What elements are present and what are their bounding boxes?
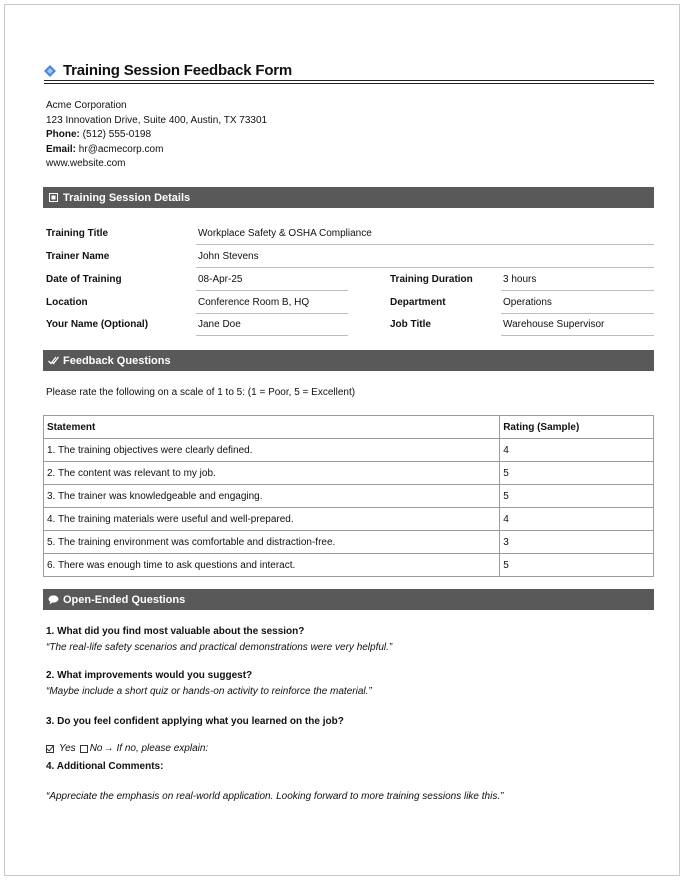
- duration-field[interactable]: 3 hours: [501, 274, 654, 291]
- title-row: [44, 62, 292, 79]
- company-website: www.website.com: [46, 158, 126, 170]
- rating-instructions: Please rate the following on a scale of 1 to 5: (1 = Poor, 5 = Excellent): [46, 387, 356, 398]
- rating-table: [43, 415, 654, 577]
- rating-cell[interactable]: 5: [500, 554, 654, 577]
- diamond-icon: [44, 65, 56, 77]
- page-title: Training Session Feedback Form: [63, 62, 293, 79]
- table-row: [44, 462, 654, 485]
- company-phone: [46, 128, 267, 143]
- no-label: No: [89, 743, 103, 754]
- location-field[interactable]: Conference Room B, HQ: [196, 297, 348, 314]
- form-icon: [48, 192, 59, 203]
- rating-cell[interactable]: 4: [500, 439, 654, 462]
- statement-column-header: Statement: [44, 416, 500, 439]
- answer-4[interactable]: “Appreciate the emphasis on real-world application. Looking forward to more training sessions like this.”: [46, 791, 504, 802]
- phone-value: (512) 555-0198: [82, 129, 152, 141]
- department-label: Department: [390, 297, 446, 308]
- rating-table-header: [44, 416, 654, 439]
- trainer-name-field[interactable]: John Stevens: [196, 251, 654, 268]
- trainer-name-label: Trainer Name: [46, 251, 110, 262]
- company-info: [46, 99, 267, 172]
- rating-cell[interactable]: 3: [500, 531, 654, 554]
- question-4: 4. Additional Comments:: [46, 761, 164, 772]
- job-title-label: Job Title: [390, 319, 431, 330]
- department-field[interactable]: Operations: [501, 297, 654, 314]
- rating-cell[interactable]: 5: [500, 485, 654, 508]
- feedback-questions-header: [43, 350, 654, 371]
- no-checkbox[interactable]: [80, 745, 88, 753]
- date-field[interactable]: 08-Apr-25: [196, 274, 348, 291]
- table-row: [44, 485, 654, 508]
- location-label: Location: [46, 297, 88, 308]
- phone-label: Phone:: [46, 129, 80, 141]
- yes-checkbox[interactable]: [46, 745, 54, 753]
- job-title-field[interactable]: Warehouse Supervisor: [501, 319, 654, 336]
- your-name-field[interactable]: Jane Doe: [196, 319, 348, 336]
- double-check-icon: [48, 355, 59, 366]
- rating-cell[interactable]: 5: [500, 462, 654, 485]
- statement-cell: 1. The training objectives were clearly defined.: [44, 439, 500, 462]
- arrow-icon: →: [103, 743, 114, 754]
- answer-1[interactable]: “The real-life safety scenarios and practical demonstrations were very helpful.”: [46, 642, 393, 653]
- training-title-label: Training Title: [46, 228, 109, 239]
- session-details-title: Training Session Details: [63, 191, 191, 204]
- session-details-header: [43, 187, 654, 208]
- statement-cell: 4. The training materials were useful and well-prepared.: [44, 508, 500, 531]
- table-row: [44, 554, 654, 577]
- training-title-field[interactable]: Workplace Safety & OSHA Compliance: [196, 228, 654, 245]
- open-ended-header: [43, 589, 654, 610]
- table-row: [44, 508, 654, 531]
- explain-prompt: If no, please explain:: [116, 743, 209, 754]
- statement-cell: 6. There was enough time to ask questions and interact.: [44, 554, 500, 577]
- rating-cell[interactable]: 4: [500, 508, 654, 531]
- speech-bubble-icon: [48, 594, 59, 605]
- yes-label: Yes: [59, 743, 76, 754]
- your-name-label: Your Name (Optional): [46, 319, 149, 330]
- date-label: Date of Training: [46, 274, 122, 285]
- duration-label: Training Duration: [390, 274, 473, 285]
- rating-column-header: Rating (Sample): [500, 416, 654, 439]
- question-3: 3. Do you feel confident applying what you learned on the job?: [46, 716, 344, 727]
- open-ended-title: Open-Ended Questions: [63, 593, 186, 606]
- company-address: 123 Innovation Drive, Suite 400, Austin, TX 73301: [46, 114, 268, 126]
- question-2: 2. What improvements would you suggest?: [46, 670, 253, 681]
- feedback-questions-title: Feedback Questions: [63, 354, 171, 367]
- statement-cell: 2. The content was relevant to my job.: [44, 462, 500, 485]
- company-email: [46, 143, 267, 158]
- title-divider: [44, 80, 654, 84]
- confidence-options: [46, 743, 208, 754]
- email-value: hr@acmecorp.com: [78, 143, 164, 155]
- statement-cell: 5. The training environment was comfortable and distraction-free.: [44, 531, 500, 554]
- answer-2[interactable]: “Maybe include a short quiz or hands-on activity to reinforce the material.”: [46, 686, 372, 697]
- statement-cell: 3. The trainer was knowledgeable and engaging.: [44, 485, 500, 508]
- question-1: 1. What did you find most valuable about the session?: [46, 626, 305, 637]
- table-row: [44, 531, 654, 554]
- company-name: Acme Corporation: [46, 100, 127, 111]
- email-label: Email:: [46, 143, 77, 155]
- table-row: [44, 439, 654, 462]
